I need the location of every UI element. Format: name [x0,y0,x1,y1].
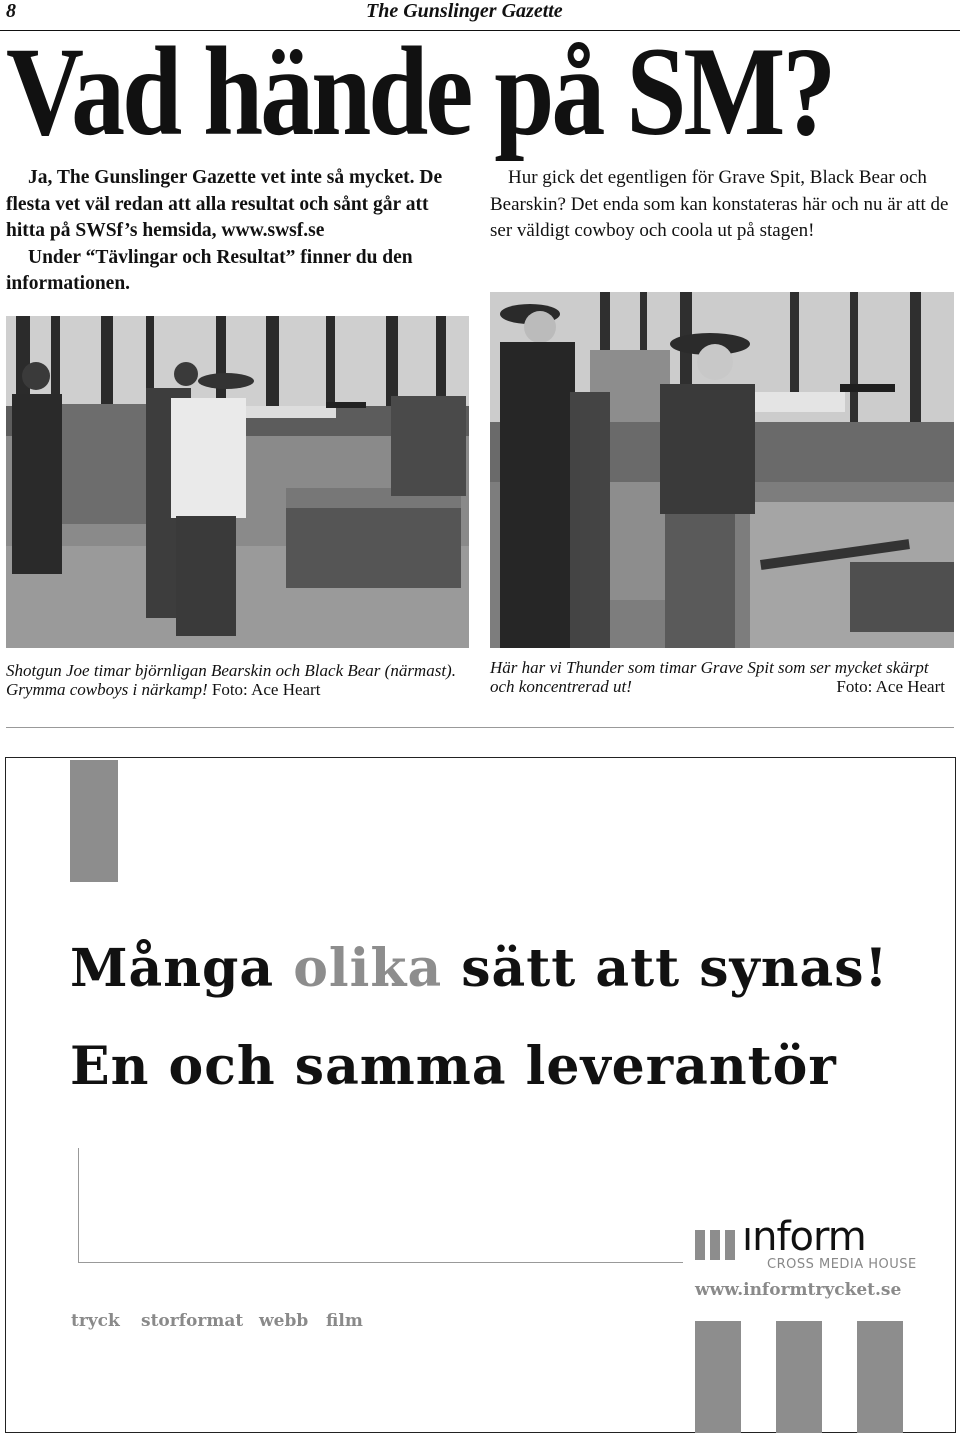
caption-left [6,661,466,699]
section-divider [6,727,954,728]
photo-left-illustration [6,316,469,648]
intro-right [490,165,952,245]
publication-title: The Gunslinger Gazette [366,0,563,22]
intro-left [6,165,461,298]
caption-right [490,658,945,696]
photo-left [6,316,469,648]
ad-service-film: film [326,1311,363,1331]
intro-left-paragraph-1: Ja, The Gunslinger Gazette vet inte så mycket. De flesta vet väl redan att alla resultat och sånt går att hitta på SWSf’s hemsida, www.swsf.se [6,167,443,241]
intro-right-paragraph: Hur gick det egentligen för Grave Spit, Black Bear och Bearskin? Det enda som kan konstateras här och nu är att de ser väldigt cowboy och coola ut på stagen! [490,167,949,241]
ad-service-tryck: tryck [71,1311,120,1331]
ad-gray-bar-bottom-1 [695,1321,741,1433]
caption-left-text: Shotgun Joe timar björnligan Bearskin och Black Bear (närmast). Grymma cowboys i närkamp! [6,661,456,699]
caption-right-text: Här har vi Thunder som timar Grave Spit som ser mycket skärpt och koncentrerad ut! [490,658,929,696]
ad-guide-horizontal [78,1262,683,1263]
inform-url[interactable]: www.informtrycket.se [695,1280,902,1300]
page-number: 8 [6,0,16,22]
ad-guide-vertical [78,1148,79,1262]
inform-logo-bars-icon [695,1230,739,1260]
ad-headline-line2: En och samma leverantör [70,1036,837,1097]
ad-headline-line1 [70,938,888,999]
inform-logo: ınform [742,1214,866,1260]
ad-service-webb: webb [259,1311,309,1331]
caption-right-credit: Foto: Ace Heart [836,677,945,696]
headline: Vad hände på SM? [6,22,834,163]
intro-left-paragraph-2: Under “Tävlingar och Resultat” finner du den informationen. [6,246,413,294]
inform-tagline: CROSS MEDIA HOUSE [767,1257,917,1272]
ad-gray-bar-top [70,760,118,882]
caption-left-credit: Foto: Ace Heart [211,680,321,699]
photo-right [490,292,954,648]
ad-gray-bar-bottom-2 [776,1321,822,1433]
ad-headline-word-1: Många [70,938,275,999]
ad-service-storformat: storformat [141,1311,244,1331]
ad-headline-gray-word: olika [293,938,443,999]
ad-gray-bar-bottom-3 [857,1321,903,1433]
ad-headline-word-3: sätt att synas! [461,938,889,999]
photo-right-illustration [490,292,954,648]
